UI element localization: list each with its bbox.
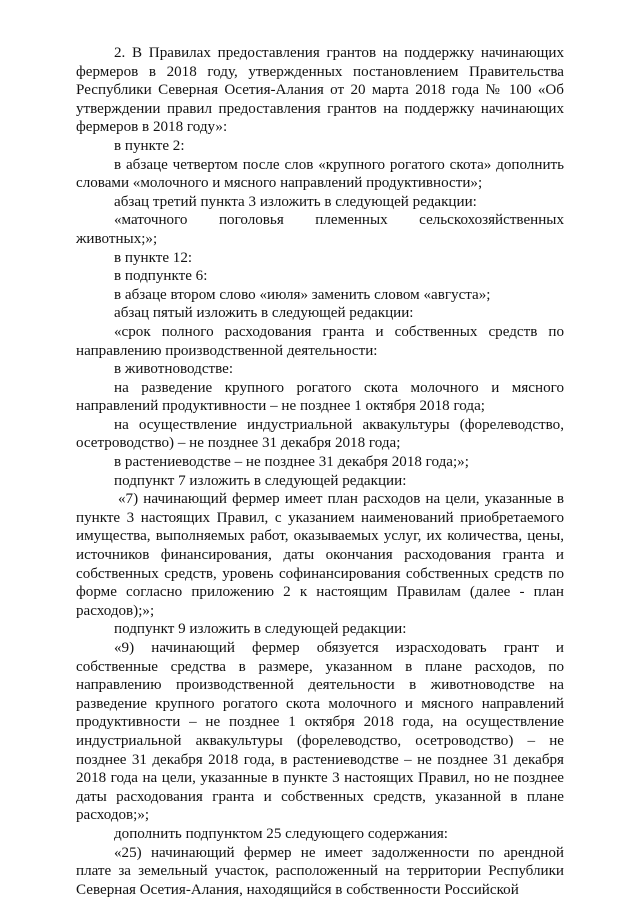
paragraph-subpoint-9-text: «9) начинающий фермер обязуется израсходовать грант и собственные средства в размере, указанном в плане расходов, по направлению производственной деятельности в животноводстве на разведение крупного рогатого скота молочного и мясного направлений продуктивности – не позднее 1 октября 2018 года, на осуществление индустриальной аквакультуры (форелеводство, осетроводство) – не позднее 31 декабря 2018 года, в растениеводстве – не позднее 31 декабря 2018 года на цели, указанные в пункте 3 настоящих Правил, но не позднее даты расходования гранта и собственных средств, указанной в плане расходов;»; [76, 640, 564, 824]
paragraph-subpoint-7-text: «7) начинающий фермер имеет план расходов на цели, указанные в пункте 3 настоящих Правил, с указанием наименований приобретаемого имущества, выполняемых работ, оказываемых услуг, их количества, цены, источников финансирования, даты окончания расходования гранта и собственных средств, уровень софинансирования собственных средств по форме согласно приложению 2 к настоящим Правилам (далее - план расходов);»; [76, 491, 564, 619]
paragraph-spending-deadline: «срок полного расходования гранта и собственных средств по направлению производственной деятельности: [76, 323, 564, 359]
document-body [76, 44, 564, 899]
paragraph-abzac-3-point-3: абзац третий пункта 3 изложить в следующей редакции: [114, 193, 477, 210]
paragraph-abzac-5: абзац пятый изложить в следующей редакции: [114, 305, 414, 322]
paragraph-abzac-4-amendment: в абзаце четвертом после слов «крупного рогатого скота» дополнить словами «молочного и мясного направлений продуктивности»; [76, 156, 564, 192]
paragraph-item-2-intro: 2. В Правилах предоставления грантов на поддержку начинающих фермеров в 2018 году, утвержденных постановлением Правительства Республики Северная Осетия-Алания от 20 марта 2018 года № 100 «Об утверждении правил предоставления грантов на поддержку начинающих фермеров в 2018 году»: [76, 45, 564, 136]
paragraph-subpoint-7-header: подпункт 7 изложить в следующей редакции: [114, 472, 407, 489]
paragraph-crops-deadline: в растениеводстве – не позднее 31 декабря 2018 года;»; [114, 454, 469, 471]
paragraph-subpoint-9-header: подпункт 9 изложить в следующей редакции: [114, 621, 407, 638]
paragraph-july-august: в абзаце втором слово «июля» заменить словом «августа»; [114, 286, 491, 303]
paragraph-subpoint-6: в подпункте 6: [114, 268, 208, 285]
paragraph-cattle-deadline: на разведение крупного рогатого скота молочного и мясного направлений продуктивности – не позднее 1 октября 2018 года; [76, 379, 564, 415]
paragraph-breeding-stock: «маточного поголовья племенных сельскохозяйственных животных;»; [76, 212, 564, 247]
paragraph-point-12: в пункте 12: [114, 249, 193, 266]
paragraph-subpoint-25-header: дополнить подпунктом 25 следующего содержания: [114, 825, 448, 842]
paragraph-aquaculture-deadline: на осуществление индустриальной аквакультуры (форелеводство, осетроводство) – не позднее 31 декабря 2018 года; [76, 416, 564, 452]
paragraph-livestock: в животноводстве: [114, 361, 234, 378]
paragraph-subpoint-25-text: «25) начинающий фермер не имеет задолженности по арендной плате за земельный участок, расположенный на территории Республики Северная Осетия-Алания, находящийся в собственности Российской [76, 844, 564, 898]
paragraph-point-2: в пункте 2: [114, 137, 185, 154]
